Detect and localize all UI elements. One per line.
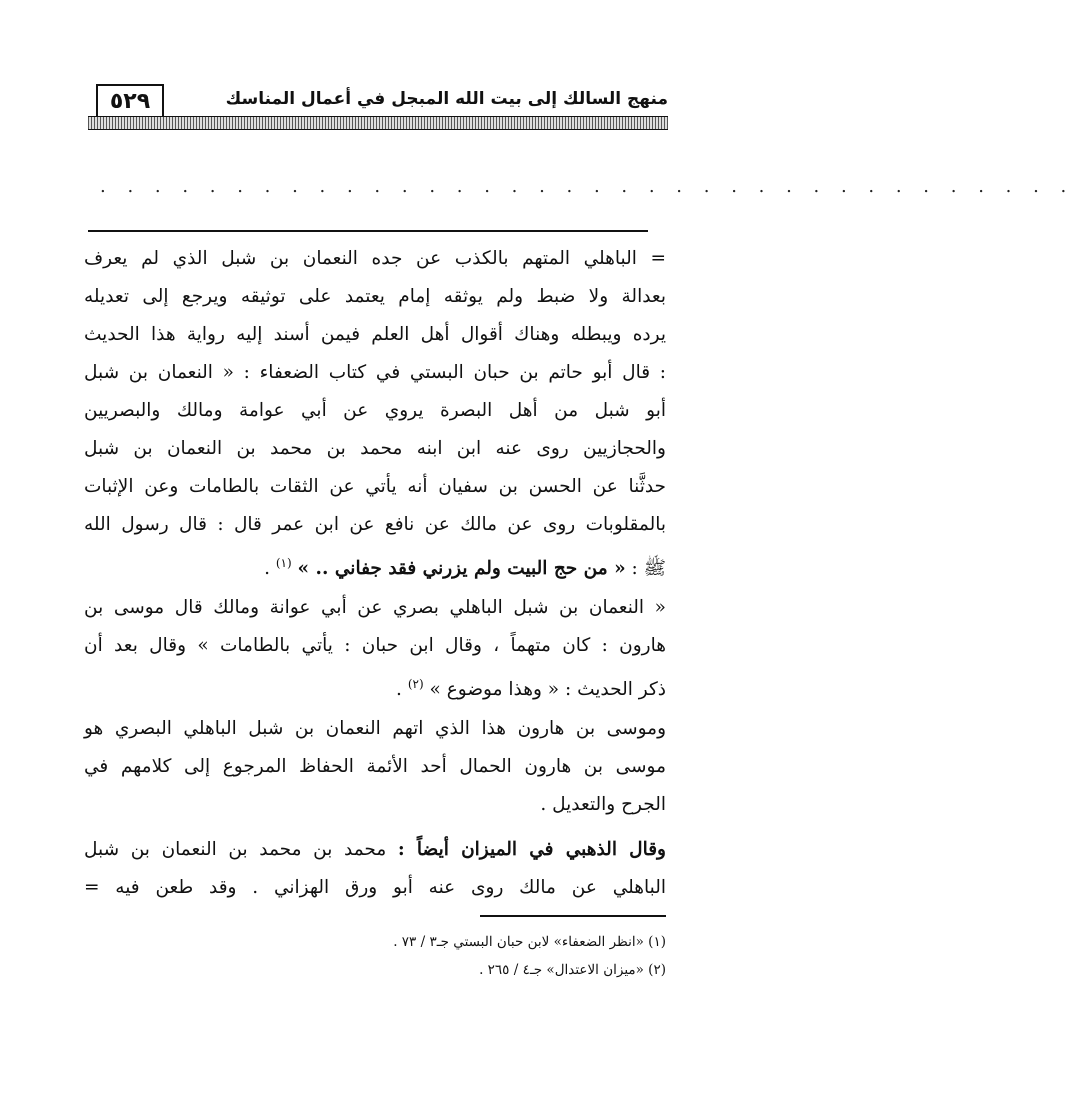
footnote-ref-2: (٢) bbox=[407, 677, 424, 691]
paragraph-4 bbox=[84, 831, 666, 907]
paragraph-3 bbox=[84, 710, 666, 824]
text-line-hadith bbox=[84, 544, 666, 582]
text-line bbox=[84, 665, 666, 703]
text-line: بعدالة ولا ضبط ولم يوثقه إمام يعتمد على توثيقه ويرجع إلى تعديله bbox=[84, 286, 666, 307]
paragraph-1 bbox=[84, 240, 666, 582]
dotted-separator: . . . . . . . . . . . . . . . . . . . . . . . . . . . . . . . . . . . . bbox=[100, 176, 1074, 197]
running-title: منهج السالك إلى بيت الله المبجل في أعمال المناسك bbox=[225, 89, 668, 109]
line-end: . bbox=[264, 558, 276, 580]
salawat-mark: ﷺ : bbox=[625, 558, 666, 580]
text-line: = الباهلي المتهم بالكذب عن جده النعمان بن شبل الذي لم يعرف bbox=[84, 248, 666, 269]
text-line: بالمقلوبات روى عن مالك عن نافع عن ابن عمر قال : قال رسول الله bbox=[84, 514, 666, 535]
quote-text: ذكر الحديث : « وهذا موضوع » bbox=[429, 679, 666, 701]
text-line: موسى بن هارون الحمال أحد الأئمة الحفاظ المرجوع إلى كلامهم في bbox=[84, 756, 666, 777]
footnote-rule bbox=[480, 915, 666, 917]
hadith-quote: « من حج البيت ولم يزرني فقد جفاني .. » bbox=[297, 558, 626, 580]
text-run: محمد بن محمد بن النعمان بن شبل bbox=[84, 839, 398, 860]
text-line: والحجازيين روى عنه ابن ابنه محمد بن محمد بن النعمان بن شبل bbox=[84, 438, 666, 459]
line-end: . bbox=[396, 679, 408, 701]
footnote-ref-1: (١) bbox=[275, 556, 292, 570]
text-line: وموسى بن هارون هذا الذي اتهم النعمان بن شبل الباهلي البصري هو bbox=[84, 718, 666, 739]
text-line: يرده ويبطله وهناك أقوال أهل العلم فيمن أسند إليه رواية هذا الحديث bbox=[84, 324, 666, 345]
footnote-1: (١) «انظر الضعفاء» لابن حبان البستي جـ٣ / ٧٣ . bbox=[393, 934, 666, 950]
text-line: الجرح والتعديل . bbox=[540, 794, 666, 815]
text-line: هارون : كان متهماً ، وقال ابن حبان : يأتي بالطامات » وقال بعد أن bbox=[84, 635, 666, 656]
footnotes bbox=[300, 928, 666, 984]
text-line: حدثَّنا عن الحسن بن سفيان أنه يأتي عن الثقات بالطامات وعن الإثبات bbox=[84, 476, 666, 497]
text-top-rule bbox=[88, 230, 648, 232]
header-rule bbox=[88, 116, 668, 130]
page-number: ٥٢٩ bbox=[96, 84, 164, 120]
main-text bbox=[84, 240, 666, 914]
paragraph-2 bbox=[84, 589, 666, 703]
text-line bbox=[84, 831, 666, 869]
text-line: أبو شبل من أهل البصرة يروي عن أبي عوامة ومالك والبصريين bbox=[84, 400, 666, 421]
text-line: « النعمان بن شبل الباهلي بصري عن أبي عوانة ومالك قال موسى بن bbox=[84, 597, 666, 618]
text-line: : قال أبو حاتم بن حبان البستي في كتاب الضعفاء : « النعمان بن شبل bbox=[84, 362, 666, 383]
footnote-2: (٢) «ميزان الاعتدال» جـ٤ / ٢٦٥ . bbox=[479, 962, 666, 978]
dhahabi-heading: وقال الذهبي في الميزان أيضاً : bbox=[397, 839, 666, 860]
text-line: الباهلي عن مالك روى عنه أبو ورق الهزاني . وقد طعن فيه = bbox=[84, 877, 666, 898]
